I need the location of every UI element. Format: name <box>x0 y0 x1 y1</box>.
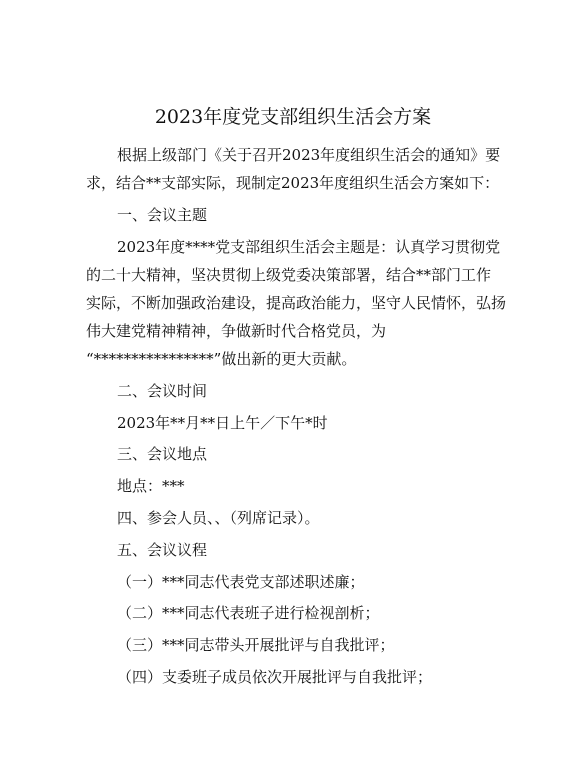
intro-line-1: 根据上级部门《关于召开2023年度组织生活会的通知》要 <box>117 146 501 164</box>
section-heading-theme: 一、会议主题 <box>117 206 208 224</box>
agenda-item: （四）支委班子成员依次开展批评与自我批评； <box>117 668 433 686</box>
agenda-item: （二）***同志代表班子进行检视剖析； <box>117 604 380 622</box>
agenda-item: （三）***同志带头开展批评与自我批评； <box>117 636 395 654</box>
theme-line-4: 伟大建党精神精神，争做新时代合格党员，为 <box>86 322 387 340</box>
section-heading-agenda: 五、会议议程 <box>117 541 208 559</box>
document-title: 2023年度党支部组织生活会方案 <box>154 106 432 128</box>
intro-line-2: 求，结合**支部实际，现制定2023年度组织生活会方案如下： <box>86 174 500 192</box>
theme-line-2: 的二十大精神，坚决贯彻上级党委决策部署，结合**部门工作 <box>86 266 492 284</box>
section-heading-time: 二、会议时间 <box>117 382 208 400</box>
theme-line-5: “****************”做出新的更大贡献。 <box>86 350 357 368</box>
section-heading-attendees: 四、参会人员、、（列席记录）。 <box>117 509 320 527</box>
theme-line-3: 实际，不断加强政治建设，提高政治能力，坚守人民情怀，弘扬 <box>86 294 507 312</box>
meeting-location: 地点：*** <box>117 477 185 495</box>
section-heading-location: 三、会议地点 <box>117 445 208 463</box>
agenda-item: （一）***同志代表党支部述职述廉； <box>117 573 365 591</box>
theme-line-1: 2023年度****党支部组织生活会主题是：认真学习贯彻党 <box>117 238 501 256</box>
meeting-time: 2023年**月**日上午／下午*时 <box>117 414 328 432</box>
